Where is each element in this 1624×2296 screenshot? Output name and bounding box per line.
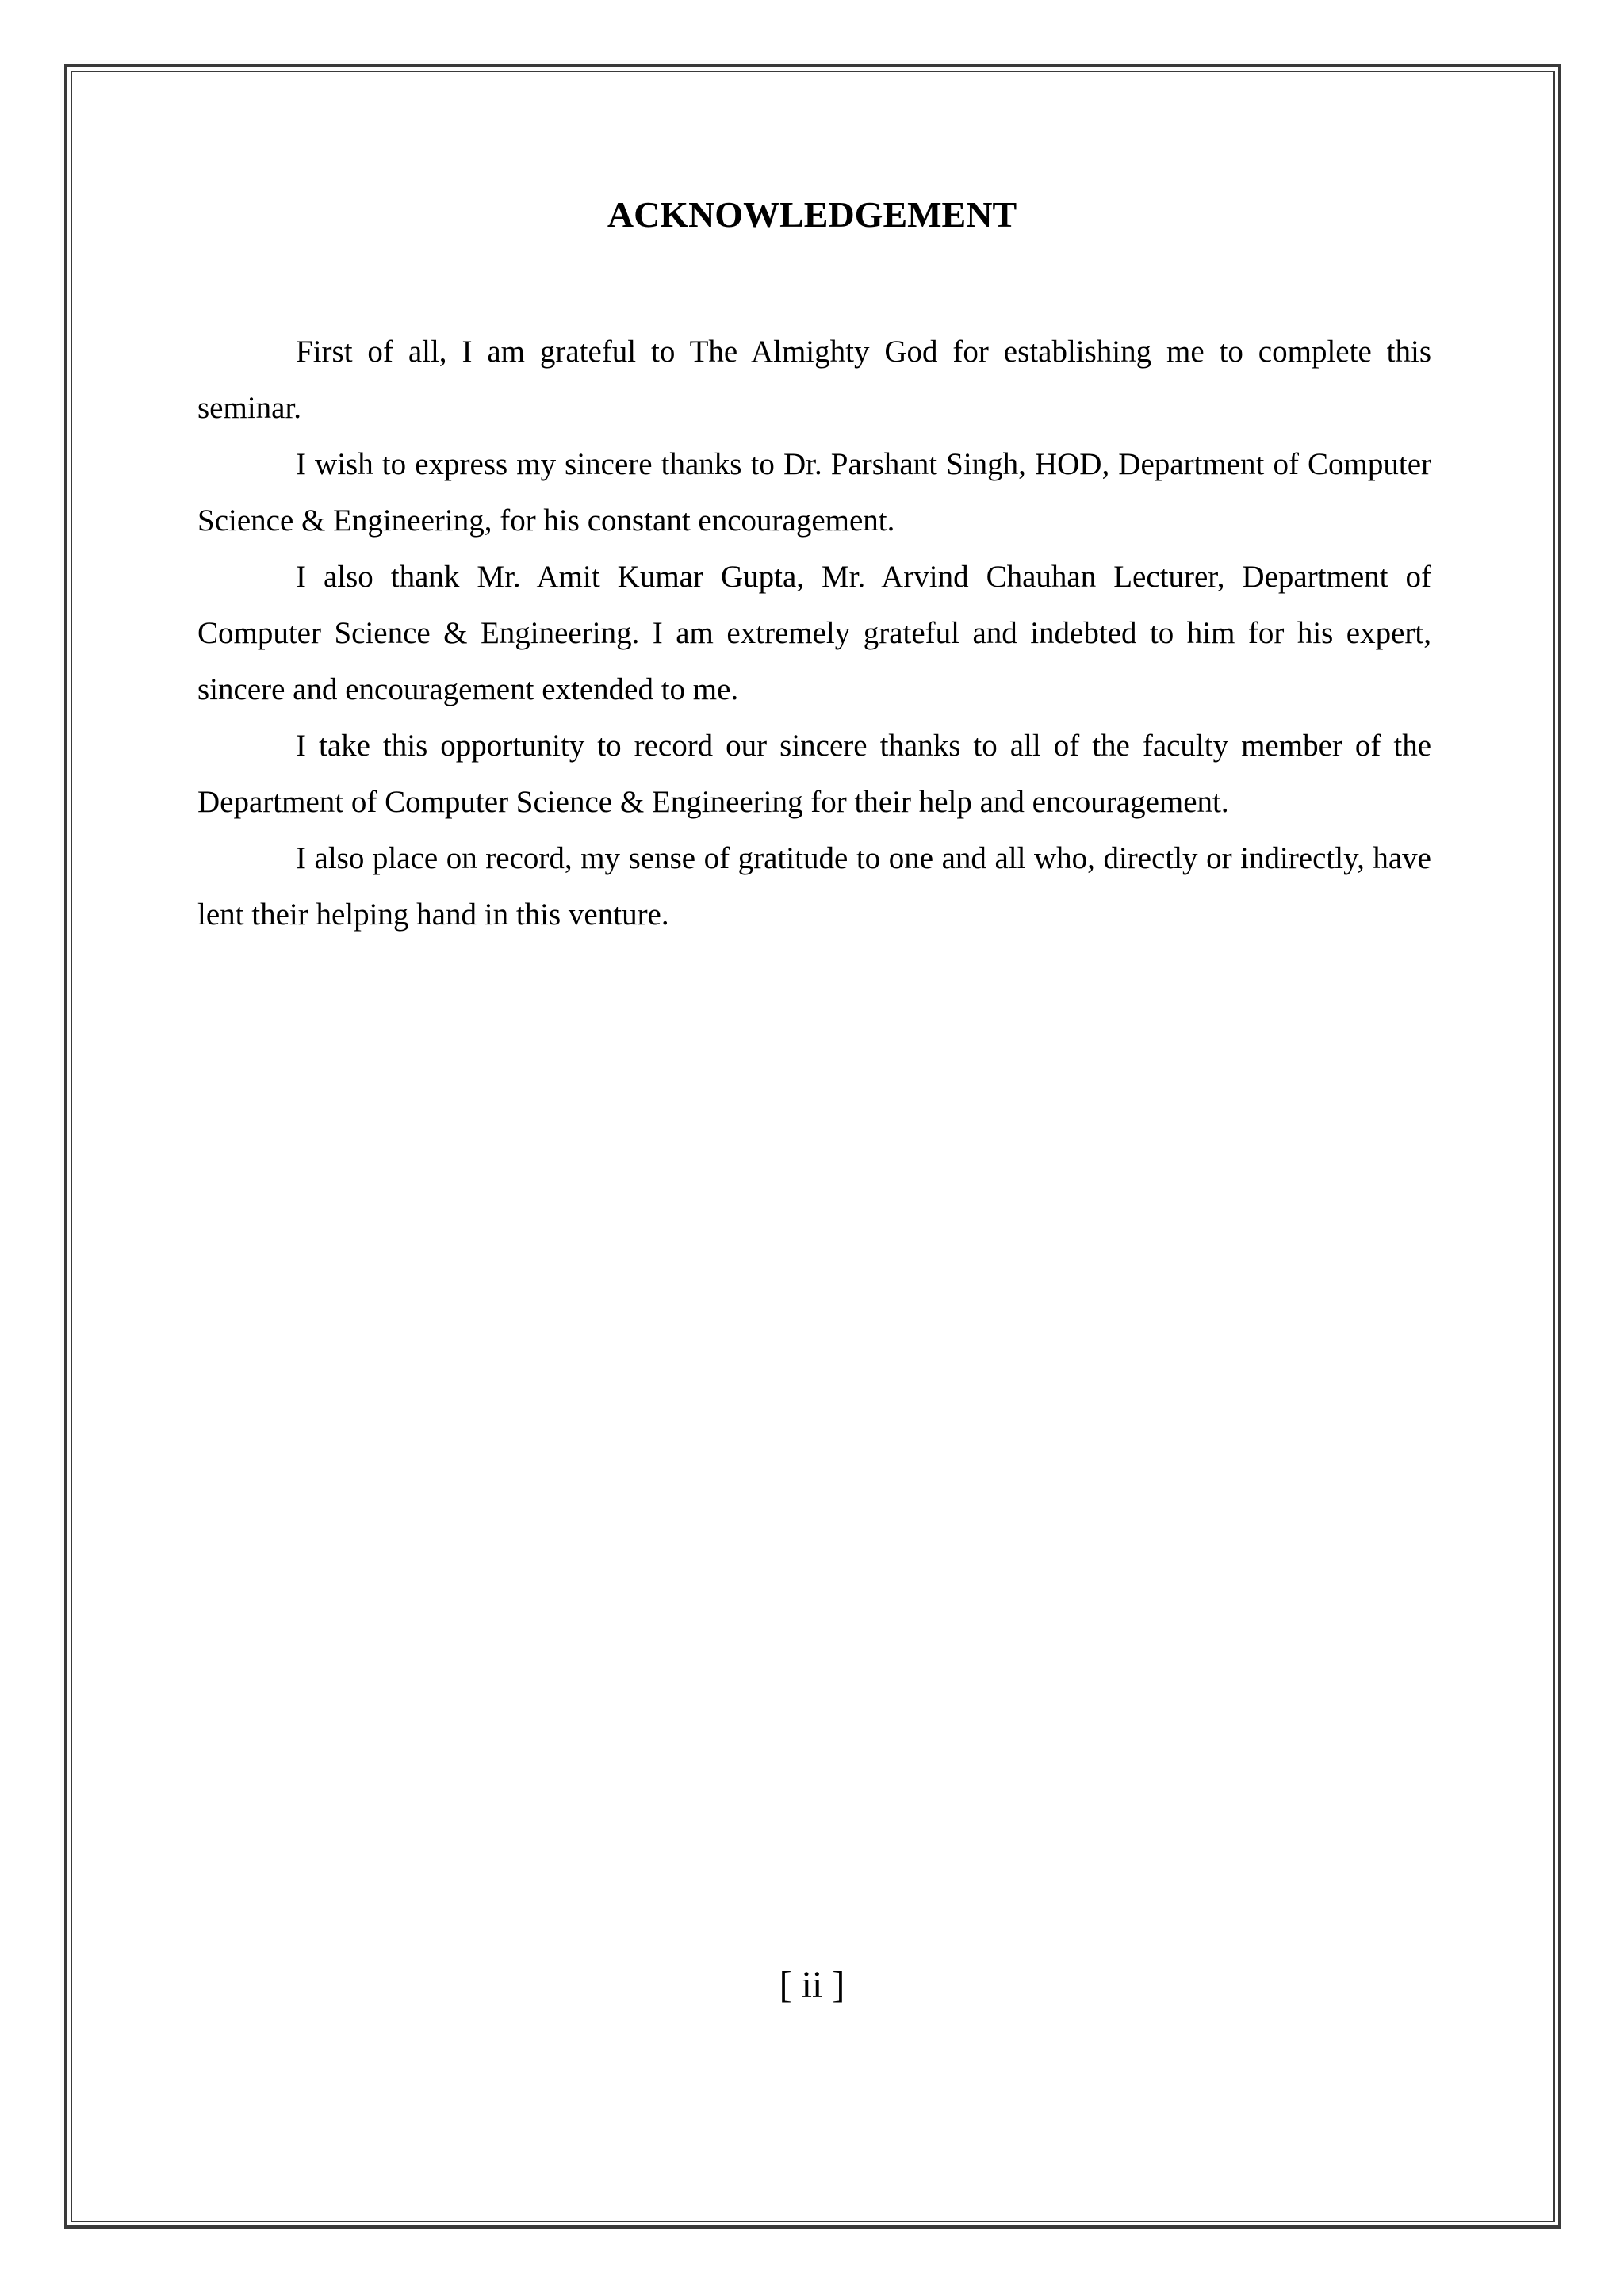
paragraph-3: I also thank Mr. Amit Kumar Gupta, Mr. Arvind Chauhan Lecturer, Department of Computer Science & Engineering. I am extremely grateful and indebted to him for his expert, sincere and encouragement extended to me. — [197, 560, 1431, 706]
paragraph-5: I also place on record, my sense of gratitude to one and all who, directly or indirectly, have lent their helping hand in this venture. — [197, 841, 1431, 932]
paragraph-2: I wish to express my sincere thanks to Dr. Parshant Singh, HOD, Department of Computer Science & Engineering, for his constant encouragement. — [197, 447, 1431, 538]
page-title: ACKNOWLEDGEMENT — [607, 194, 1017, 235]
page-number: [ ii ] — [779, 1964, 845, 2006]
paragraph-1: First of all, I am grateful to The Almighty God for establishing me to complete this seminar. — [197, 335, 1431, 425]
paragraph-4: I take this opportunity to record our sincere thanks to all of the faculty member of the Department of Computer Science & Engineering for their help and encouragement. — [197, 729, 1431, 819]
acknowledgement-body — [197, 323, 1431, 943]
